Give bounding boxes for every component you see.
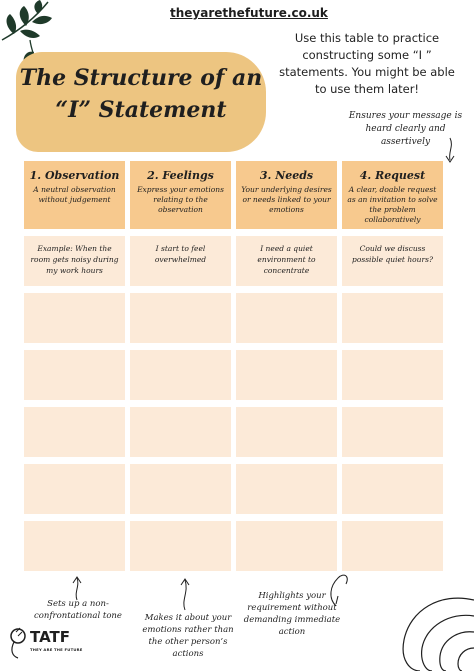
- title-line-2: “I” Statement: [55, 97, 227, 123]
- annotation-needs: Highlights your requirement without demanding immediate action: [243, 591, 341, 637]
- practice-cell[interactable]: [236, 350, 337, 400]
- practice-cell[interactable]: [130, 350, 231, 400]
- column-title: 2. Feelings: [147, 169, 214, 182]
- annotation-observation: Sets up a non-confrontational tone: [34, 599, 122, 621]
- practice-cell[interactable]: [24, 293, 125, 343]
- column-header-needs: [236, 161, 337, 229]
- practice-cell[interactable]: [236, 464, 337, 514]
- annotation-request: Ensures your message is heard clearly and assertively: [348, 111, 463, 147]
- practice-cell[interactable]: [342, 521, 443, 571]
- column-header-request: [342, 161, 443, 229]
- intro-text: Use this table to practice constructing some “I ” statements. You might be able to use them later!: [279, 31, 455, 96]
- practice-cell[interactable]: [342, 350, 443, 400]
- logo-text: TATF: [30, 628, 70, 646]
- column-title: 3. Needs: [259, 169, 314, 182]
- practice-cell[interactable]: [24, 521, 125, 571]
- arrow-up-icon: [178, 578, 192, 610]
- example-cell-needs: I need a quiet environment to concentrate: [236, 236, 337, 286]
- arrow-up-icon: [70, 576, 84, 600]
- column-header-feelings: [130, 161, 231, 229]
- practice-cell[interactable]: [130, 407, 231, 457]
- practice-cell[interactable]: [236, 407, 337, 457]
- example-cell-observation: Example: When the room gets noisy during my work hours: [24, 236, 125, 286]
- example-cell-feelings: I start to feel overwhelmed: [130, 236, 231, 286]
- practice-cell[interactable]: [130, 464, 231, 514]
- practice-cell[interactable]: [342, 293, 443, 343]
- swirl-decoration: [370, 580, 474, 671]
- annotation-feelings: Makes it about your emotions rather than the other person’s actions: [142, 613, 234, 659]
- arrow-curve-icon: [326, 568, 356, 608]
- practice-cell[interactable]: [236, 293, 337, 343]
- column-header-observation: [24, 161, 125, 229]
- title-line-1: The Structure of an: [19, 65, 263, 91]
- logo-subtext: THEY ARE THE FUTURE: [30, 647, 83, 652]
- page-title: [16, 62, 266, 126]
- practice-cell[interactable]: [24, 464, 125, 514]
- column-description: A clear, doable request as an invitation to solve the problem collaboratively: [347, 185, 438, 224]
- practice-cell[interactable]: [236, 521, 337, 571]
- column-description: Your underlying desires or needs linked to your emotions: [241, 185, 332, 214]
- practice-cell[interactable]: [342, 464, 443, 514]
- practice-cell[interactable]: [342, 407, 443, 457]
- arrow-down-icon: [440, 138, 460, 166]
- practice-cell[interactable]: [24, 350, 125, 400]
- practice-cell[interactable]: [130, 293, 231, 343]
- column-title: 1. Observation: [29, 169, 120, 182]
- example-cell-request: Could we discuss possible quiet hours?: [342, 236, 443, 286]
- column-description: Express your emotions relating to the observation: [137, 185, 224, 214]
- column-description: A neutral observation without judgement: [33, 185, 116, 204]
- practice-cell[interactable]: [24, 407, 125, 457]
- website-link[interactable]: theyarethefuture.co.uk: [170, 6, 328, 20]
- column-title: 4. Request: [359, 169, 426, 182]
- practice-cell[interactable]: [130, 521, 231, 571]
